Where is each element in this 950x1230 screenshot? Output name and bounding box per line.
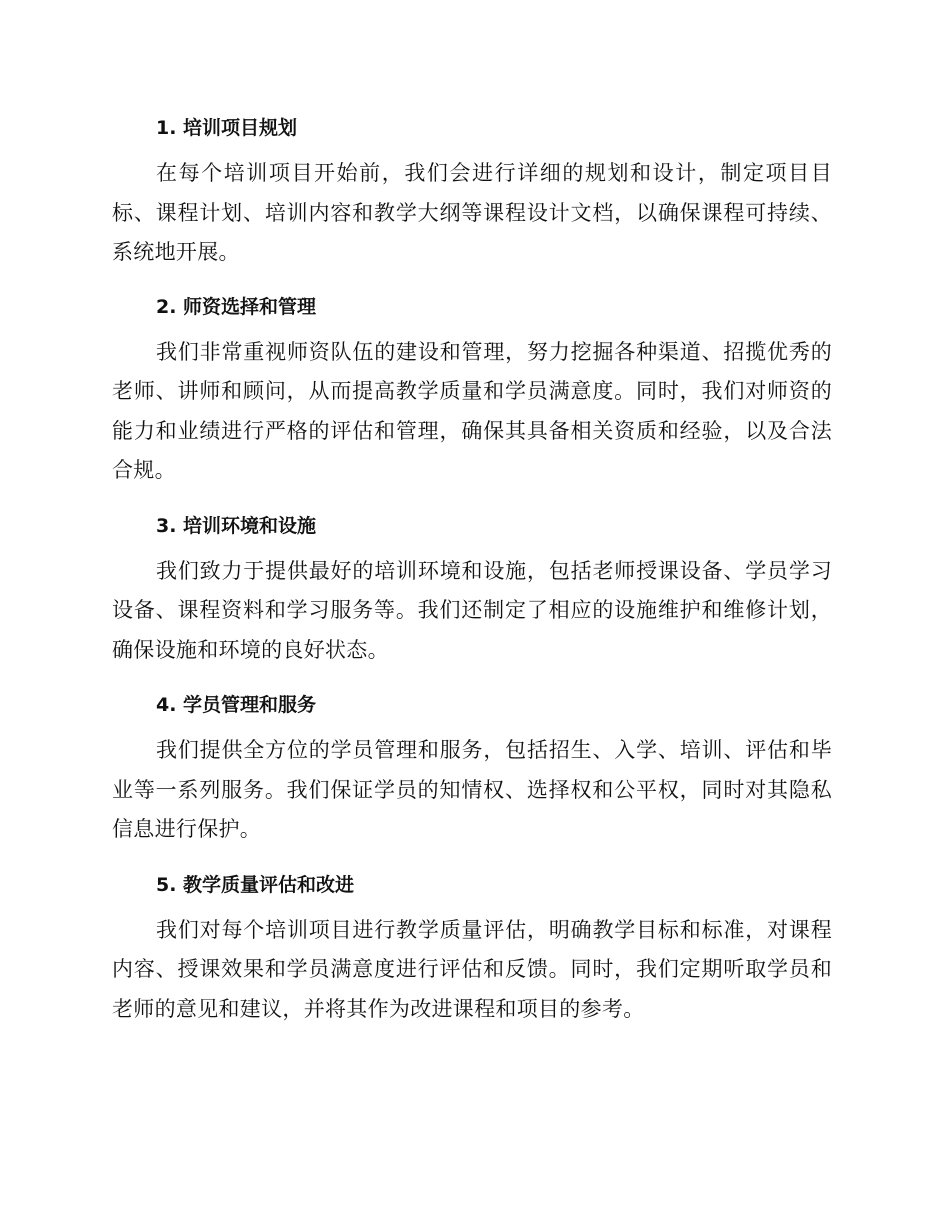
- section-training-planning: [112, 108, 832, 273]
- section-training-environment: [112, 506, 832, 671]
- section-faculty-management: [112, 287, 832, 491]
- section-quality-evaluation: [112, 865, 832, 1030]
- section-heading: 2. 师资选择和管理: [156, 295, 317, 318]
- section-heading: 5. 教学质量评估和改进: [156, 873, 355, 896]
- section-heading: 4. 学员管理和服务: [156, 694, 317, 716]
- section-paragraph: 我们非常重视师资队伍的建设和管理，努力挖掘各种渠道、招揽优秀的老师、讲师和顾问，从而提高教学质量和学员满意度。同时，我们对师资的能力和业绩进行严格的评估和管理，确保其具备相关资质和经验，以及合法合规。: [112, 339, 832, 482]
- section-paragraph: 我们提供全方位的学员管理和服务，包括招生、入学、培训、评估和毕业等一系列服务。我们保证学员的知情权、选择权和公平权，同时对其隐私信息进行保护。: [112, 738, 832, 841]
- section-paragraph: 在每个培训项目开始前，我们会进行详细的规划和设计，制定项目目标、课程计划、培训内容和教学大纲等课程设计文档，以确保课程可持续、系统地开展。: [112, 161, 832, 264]
- section-heading: 3. 培训环境和设施: [156, 514, 317, 537]
- section-student-management: [112, 685, 832, 850]
- section-heading: 1. 培训项目规划: [156, 117, 298, 139]
- document-page: [112, 108, 832, 1029]
- section-paragraph: 我们对每个培训项目进行教学质量评估，明确教学目标和标准，对课程内容、授课效果和学员满意度进行评估和反馈。同时，我们定期听取学员和老师的意见和建议，并将其作为改进课程和项目的参考。: [112, 917, 832, 1021]
- section-paragraph: 我们致力于提供最好的培训环境和设施，包括老师授课设备、学员学习设备、课程资料和学习服务等。我们还制定了相应的设施维护和维修计划，确保设施和环境的良好状态。: [112, 558, 832, 662]
